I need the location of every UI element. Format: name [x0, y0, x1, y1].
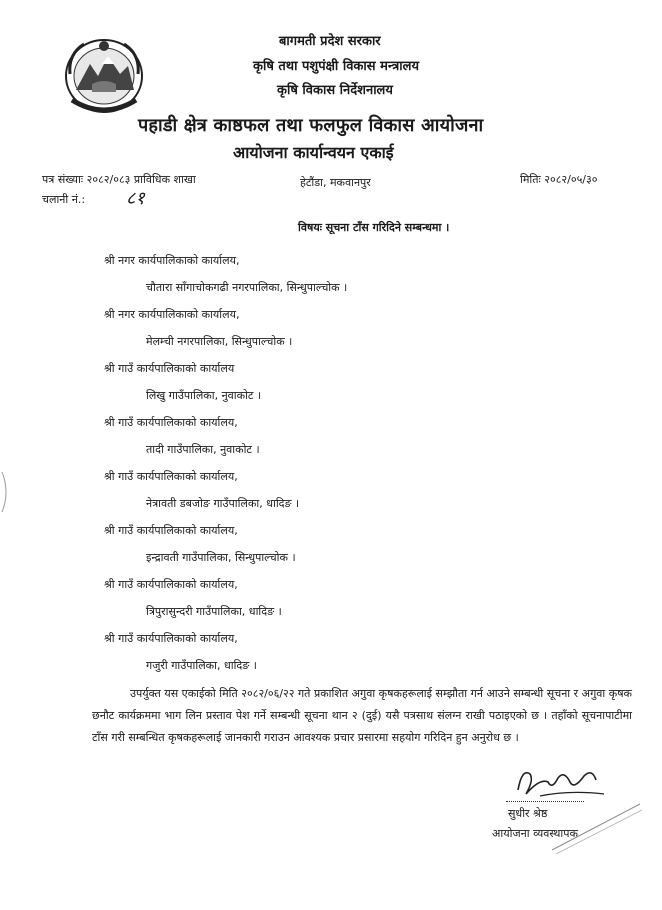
- recipient-office: श्री गाउँ कार्यपालिकाको कार्यालय: [104, 362, 235, 375]
- recipient-place: त्रिपुरासुन्दरी गाउँपालिका, धादिङ ।: [146, 605, 282, 618]
- header-govt: बागमती प्रदेश सरकार: [279, 34, 381, 49]
- recipient-office: श्री नगर कार्यपालिकाको कार्यालय,: [104, 254, 240, 267]
- recipient-office: श्री नगर कार्यपालिकाको कार्यालय,: [104, 308, 240, 321]
- header-directorate: कृषि विकास निर्देशनालय: [277, 83, 393, 98]
- recipient-place: मेलम्ची नगरपालिका, सिन्धुपाल्चोक ।: [146, 335, 293, 348]
- header-ministry: कृषि तथा पशुपंक्षी विकास मन्त्रालय: [253, 59, 419, 74]
- recipient-place: लिखु गाउँपालिका, नुवाकोट ।: [146, 389, 262, 402]
- recipient-place: गजुरी गाउँपालिका, धादिङ ।: [146, 659, 257, 672]
- nepal-government-emblem-icon: [62, 34, 146, 116]
- subject-line: विषयः सूचना टाँस गरिदिने सम्बन्धमा ।: [298, 221, 450, 234]
- recipient-office: श्री गाउँ कार्यपालिकाको कार्यालय,: [104, 524, 238, 537]
- recipient-place: चौतारा साँगाचोकगढी नगरपालिका, सिन्धुपाल्चोक ।: [146, 281, 348, 294]
- dispatch-label: चलानी नं.:: [42, 193, 86, 206]
- body-paragraph: उपर्युक्त यस एकाईको मिति २०८२/०६/२२ गते प्रकाशित अगुवा कृषकहरूलाई सम्झौता गर्न आउने सम्बन्धी सूचना र अगुवा कृषक छनौट कार्यक्रममा भाग लिन प्रस्ताव पेश गर्ने सम्बन्धी सूचना थान २ (दुई) यसै पत्रसाथ संलग्न राखी पठाइएको छ । तहाँको सूचनापाटीमा टाँस गरी सम्बन्धित कृषकहरूलाई जानकारी गराउन आवश्यक प्रचार प्रसारमा सहयोग गरिदिन हुन अनुरोध छ ।: [92, 687, 632, 744]
- signatory-designation: आयोजना व्यवस्थापक: [492, 827, 578, 840]
- recipient-office: श्री गाउँ कार्यपालिकाको कार्यालय,: [104, 632, 238, 645]
- header-unit: आयोजना कार्यान्वयन एकाई: [233, 143, 394, 162]
- location: हेटौंडा, मकवानपुर: [300, 176, 371, 189]
- signatory-name: सुधीर श्रेष्ठ: [508, 807, 548, 820]
- recipient-place: इन्द्रावती गाउँपालिका, सिन्धुपाल्चोक ।: [146, 551, 296, 564]
- recipient-place: नेत्रावती डबजोङ गाउँपालिका, धादिङ ।: [146, 497, 300, 510]
- office-stamp-icon: [548, 796, 644, 856]
- dispatch-number-handwritten: ८१: [126, 188, 145, 209]
- recipient-office: श्री गाउँ कार्यपालिकाको कार्यालय,: [104, 470, 238, 483]
- recipient-office: श्री गाउँ कार्यपालिकाको कार्यालय,: [104, 578, 238, 591]
- margin-mark-icon: [0, 470, 10, 514]
- recipient-office: श्री गाउँ कार्यपालिकाको कार्यालय,: [104, 416, 238, 429]
- recipient-place: तादी गाउँपालिका, नुवाकोट ।: [146, 443, 260, 456]
- reference-number: पत्र संख्याः २०८२/०८३ प्राविधिक शाखा: [42, 173, 196, 186]
- date: मितिः २०८२/०५/३०: [520, 173, 598, 186]
- header-project: पहाडी क्षेत्र काष्ठफल तथा फलफुल विकास आयोजना: [138, 115, 484, 136]
